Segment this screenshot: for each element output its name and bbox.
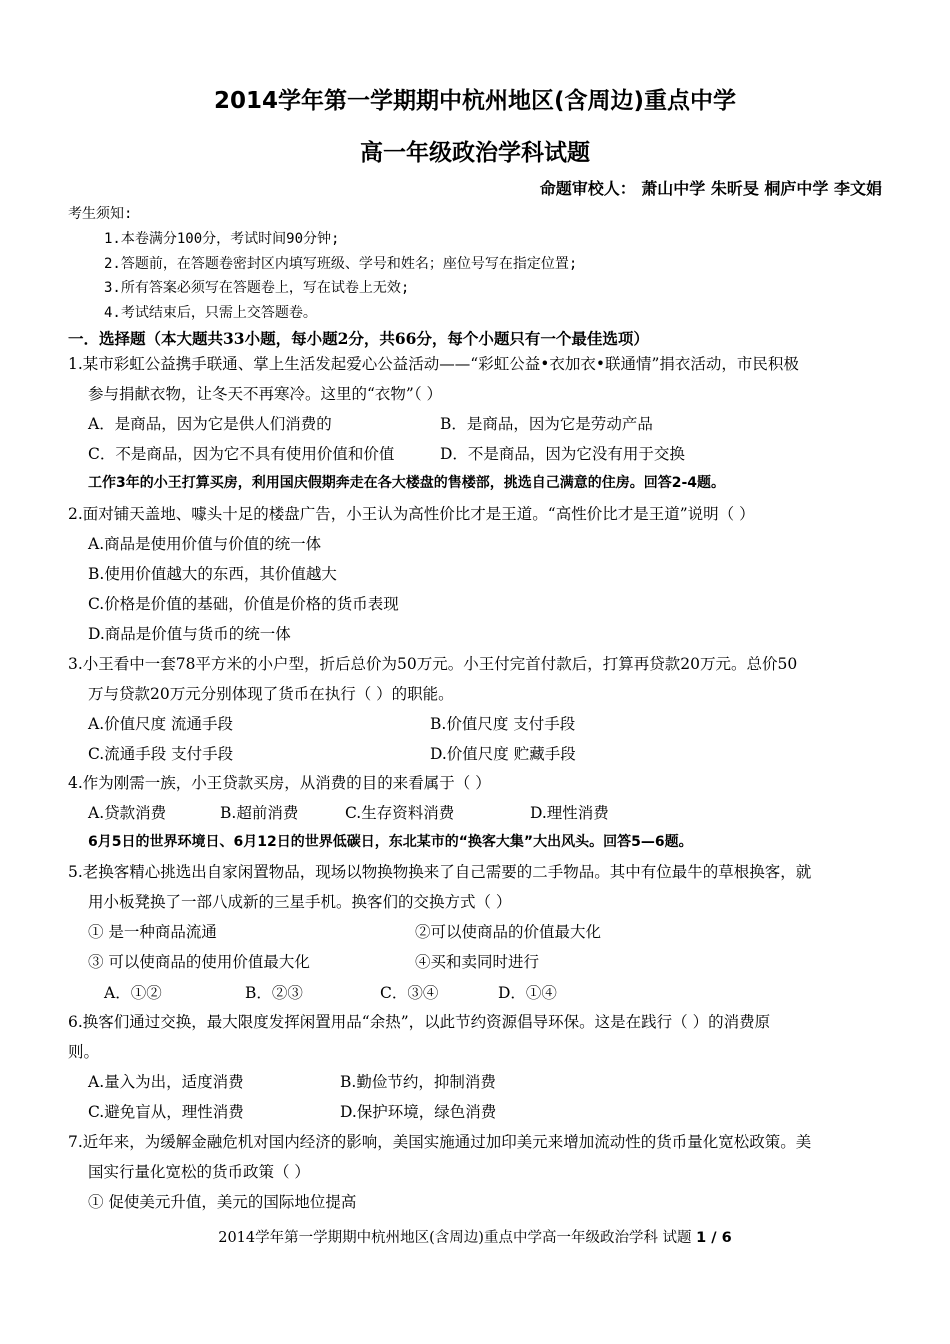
- note-item: 1.本卷满分100分，考试时间90分钟;: [104, 231, 340, 247]
- statement-1: ① 是一种商品流通: [88, 923, 217, 941]
- option-a: A．①②: [104, 984, 162, 1002]
- question-stem: 万与贷款20万元分别体现了货币在执行（ ）的职能。: [88, 685, 454, 703]
- option-b: B.价值尺度 支付手段: [430, 715, 576, 733]
- question-stem: 1.某市彩虹公益携手联通、掌上生活发起爱心公益活动——“彩虹公益•衣加衣•联通情”捐衣活动，市民积极: [68, 355, 799, 373]
- reviewers: 命题审校人： 萧山中学 朱昕旻 桐庐中学 李文娟: [539, 179, 882, 198]
- option-d: D.价值尺度 贮藏手段: [430, 745, 576, 763]
- option-d: D.商品是价值与货币的统一体: [88, 625, 291, 643]
- note-item: 4.考试结束后，只需上交答题卷。: [104, 305, 317, 321]
- option-c: C.价格是价值的基础，价值是价格的货币表现: [88, 595, 399, 613]
- footer-text: 2014学年第一学期期中杭州地区(含周边)重点中学高一年级政治学科 试题: [218, 1230, 692, 1246]
- option-a: A.商品是使用价值与价值的统一体: [88, 535, 322, 553]
- option-c: C．不是商品，因为它不具有使用价值和价值: [88, 445, 395, 463]
- option-b: B．②③: [245, 984, 303, 1002]
- question-stem: 7.近年来，为缓解金融危机对国内经济的影响，美国实施通过加印美元来增加流动性的货币量化宽松政策。美: [68, 1133, 812, 1151]
- statement-2: ②可以使商品的价值最大化: [415, 923, 602, 941]
- option-a: A.贷款消费: [88, 804, 167, 822]
- question-stem: 6.换客们通过交换，最大限度发挥闲置用品“余热”，以此节约资源倡导环保。这是在践行（ ）的消费原: [68, 1013, 771, 1031]
- exam-title: 2014学年第一学期期中杭州地区(含周边)重点中学: [213, 88, 737, 114]
- option-b: B．是商品，因为它是劳动产品: [440, 415, 653, 433]
- question-stem: 3.小王看中一套78平方米的小户型，折后总价为50万元。小王付完首付款后，打算再贷款20万元。总价50: [68, 655, 798, 673]
- option-a: A．是商品，因为它是供人们消费的: [88, 415, 332, 433]
- page-number: 1 / 6: [696, 1230, 732, 1246]
- option-c: C.避免盲从，理性消费: [88, 1103, 244, 1121]
- question-stem: 4.作为刚需一族，小王贷款买房，从消费的目的来看属于（ ）: [68, 774, 491, 792]
- option-c: C.生存资料消费: [345, 804, 455, 822]
- question-stem: 用小板凳换了一部八成新的三星手机。换客们的交换方式（ ）: [88, 893, 512, 911]
- question-stem: 则。: [68, 1043, 100, 1061]
- statement-4: ④买和卖同时进行: [415, 953, 540, 971]
- page-footer: [0, 1226, 950, 1247]
- option-d: D．①④: [498, 984, 557, 1002]
- option-b: B.勤俭节约，抑制消费: [340, 1073, 496, 1091]
- notes-title: 考生须知:: [68, 206, 133, 222]
- statement-3: ③ 可以使商品的使用价值最大化: [88, 953, 310, 971]
- statement-1: ① 促使美元升值，美元的国际地位提高: [88, 1193, 357, 1211]
- option-a: A.量入为出，适度消费: [88, 1073, 244, 1091]
- option-d: D.理性消费: [530, 804, 609, 822]
- exam-subtitle: 高一年级政治学科试题: [360, 140, 590, 166]
- scenario-hint: 工作3年的小王打算买房，利用国庆假期奔走在各大楼盘的售楼部，挑选自己满意的住房。回答2-4题。: [88, 475, 726, 491]
- note-item: 2.答题前，在答题卷密封区内填写班级、学号和姓名；座位号写在指定位置;: [104, 256, 578, 272]
- option-d: D．不是商品，因为它没有用于交换: [440, 445, 685, 463]
- option-d: D.保护环境，绿色消费: [340, 1103, 497, 1121]
- note-item: 3.所有答案必须写在答题卷上，写在试卷上无效;: [104, 280, 410, 296]
- question-stem: 参与捐献衣物，让冬天不再寒冷。这里的“衣物”（ ）: [88, 385, 443, 403]
- section-heading: 一．选择题（本大题共33小题，每小题2分，共66分，每个小题只有一个最佳选项）: [68, 329, 649, 348]
- option-b: B.超前消费: [220, 804, 299, 822]
- question-stem: 5.老换客精心挑选出自家闲置物品，现场以物换物换来了自己需要的二手物品。其中有位最牛的草根换客，就: [68, 863, 812, 881]
- option-b: B.使用价值越大的东西，其价值越大: [88, 565, 337, 583]
- option-a: A.价值尺度 流通手段: [88, 715, 234, 733]
- scenario-hint: 6月5日的世界环境日、6月12日的世界低碳日，东北某市的“换客大集”大出风头。回答5—6题。: [88, 834, 693, 850]
- option-c: C．③④: [380, 984, 439, 1002]
- question-stem: 国实行量化宽松的货币政策（ ）: [88, 1163, 310, 1181]
- question-stem: 2.面对铺天盖地、噱头十足的楼盘广告，小王认为高性价比才是王道。“高性价比才是王道”说明（ ）: [68, 505, 755, 523]
- option-c: C.流通手段 支付手段: [88, 745, 234, 763]
